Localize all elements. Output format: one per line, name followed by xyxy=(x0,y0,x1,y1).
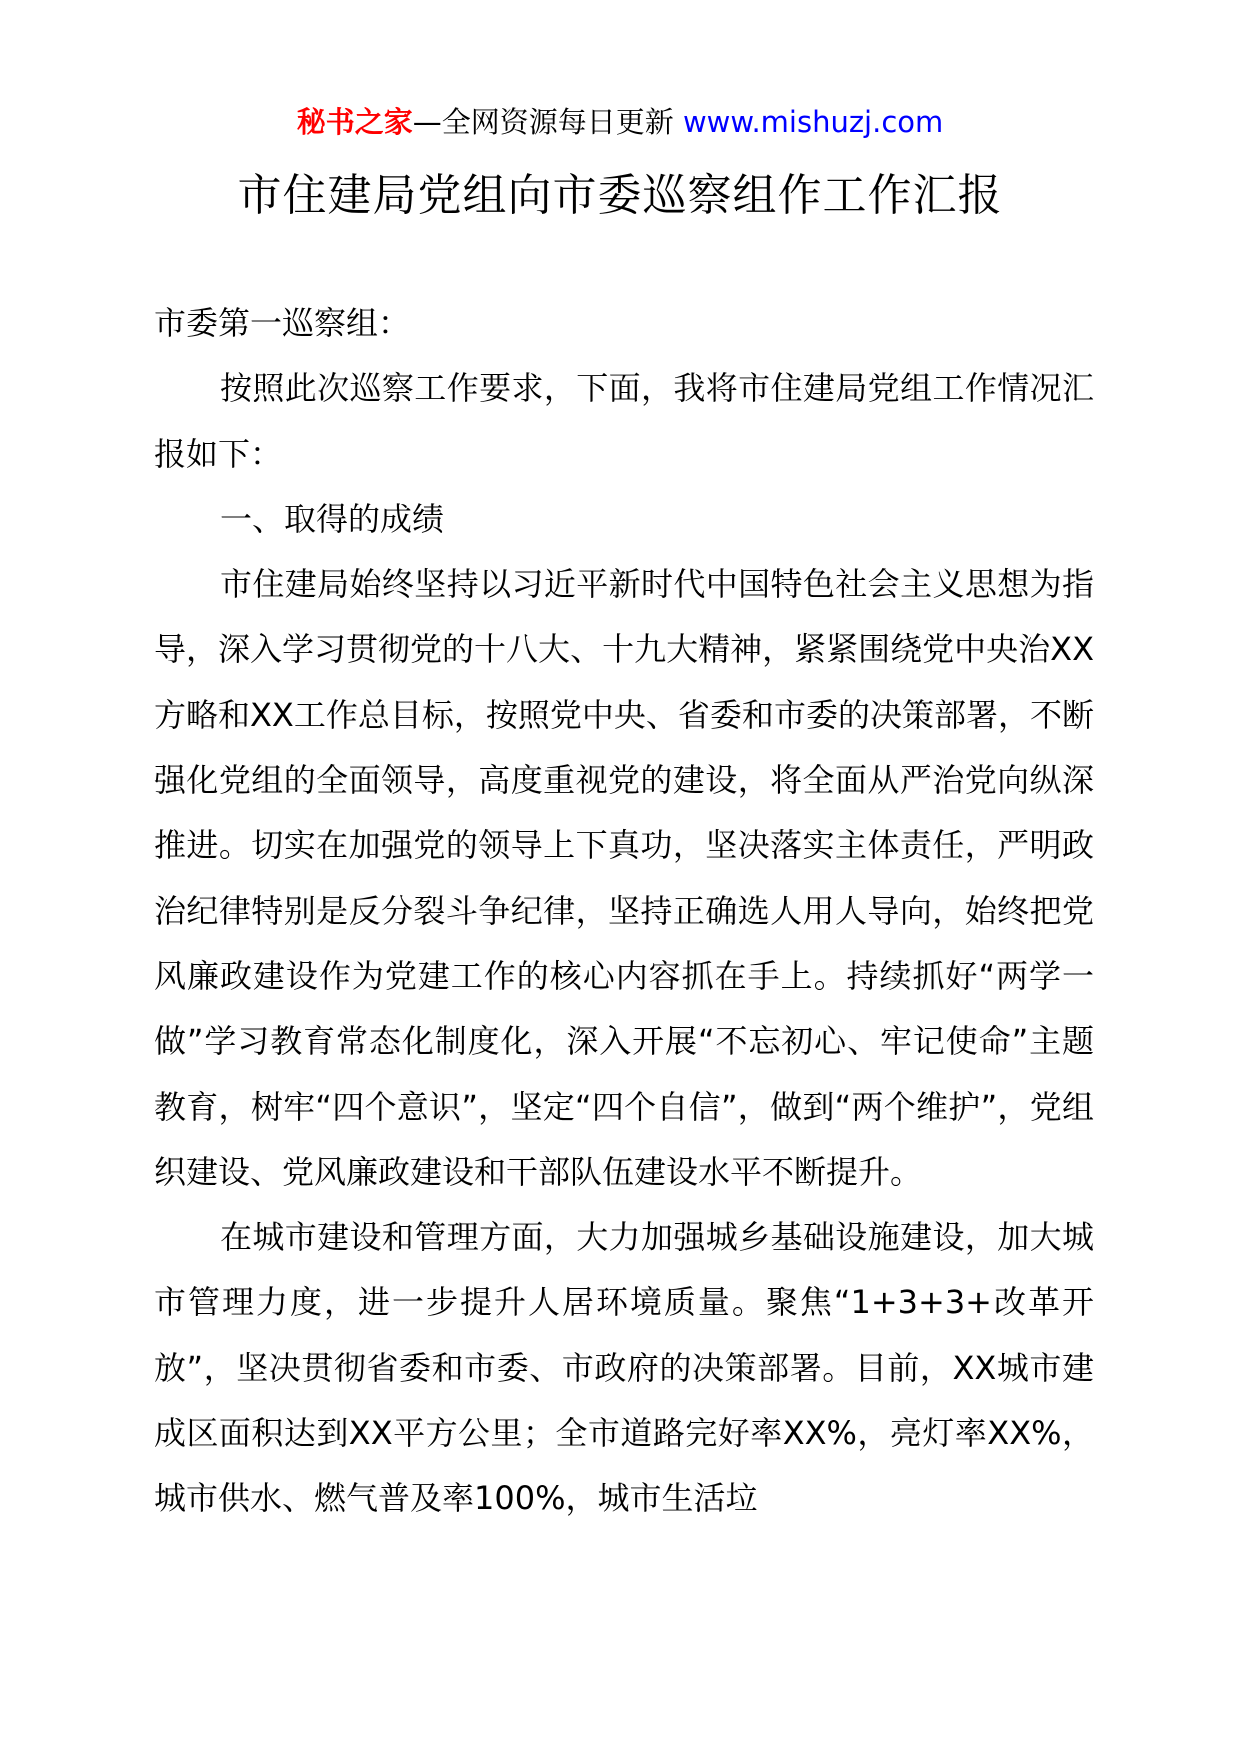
section-heading: 一、取得的成绩 xyxy=(220,499,445,538)
document-title: 市住建局党组向市委巡察组作工作汇报 xyxy=(237,170,1003,221)
site-header xyxy=(0,100,1240,144)
achievements-paragraph: 市住建局始终坚持以习近平新时代中国特色社会主义思想为指导，深入学习贯彻党的十八大、十九大精神，紧紧围绕党中央治XX方略和XX工作总目标，按照党中央、省委和市委的决策部署，不断强化党组的全面领导，高度重视党的建设，将全面从严治党向纵深推进。切实在加强党的领导上下真功，坚决落实主体责任，严明政治纪律特别是反分裂斗争纪律，坚持正确选人用人导向，始终把党风廉政建设作为党建工作的核心内容抓在手上。持续抓好“两学一做”学习教育常态化制度化，深入开展“不忘初心、牢记使命”主题教育，树牢“四个意识”，坚定“四个自信”，做到“两个维护”，党组织建设、党风廉政建设和干部队伍建设水平不断提升。 xyxy=(154,565,1094,1191)
header-tagline: —全网资源每日更新 xyxy=(412,105,674,139)
document-body xyxy=(154,291,1094,1532)
urban-construction-paragraph: 在城市建设和管理方面，大力加强城乡基础设施建设，加大城市管理力度，进一步提升人居环境质量。聚焦“1+3+3+改革开放”，坚决贯彻省委和市委、市政府的决策部署。目前，XX城市建成区面积达到XX平方公里；全市道路完好率XX%，亮灯率XX%，城市供水、燃气普及率100%，城市生活垃 xyxy=(154,1218,1094,1518)
site-url-link[interactable]: www.mishuzj.com xyxy=(682,105,944,139)
brand-name: 秘书之家 xyxy=(296,105,413,139)
intro-paragraph: 按照此次巡察工作要求，下面，我将市住建局党组工作情况汇报如下： xyxy=(154,369,1094,473)
salutation: 市委第一巡察组： xyxy=(154,304,411,342)
